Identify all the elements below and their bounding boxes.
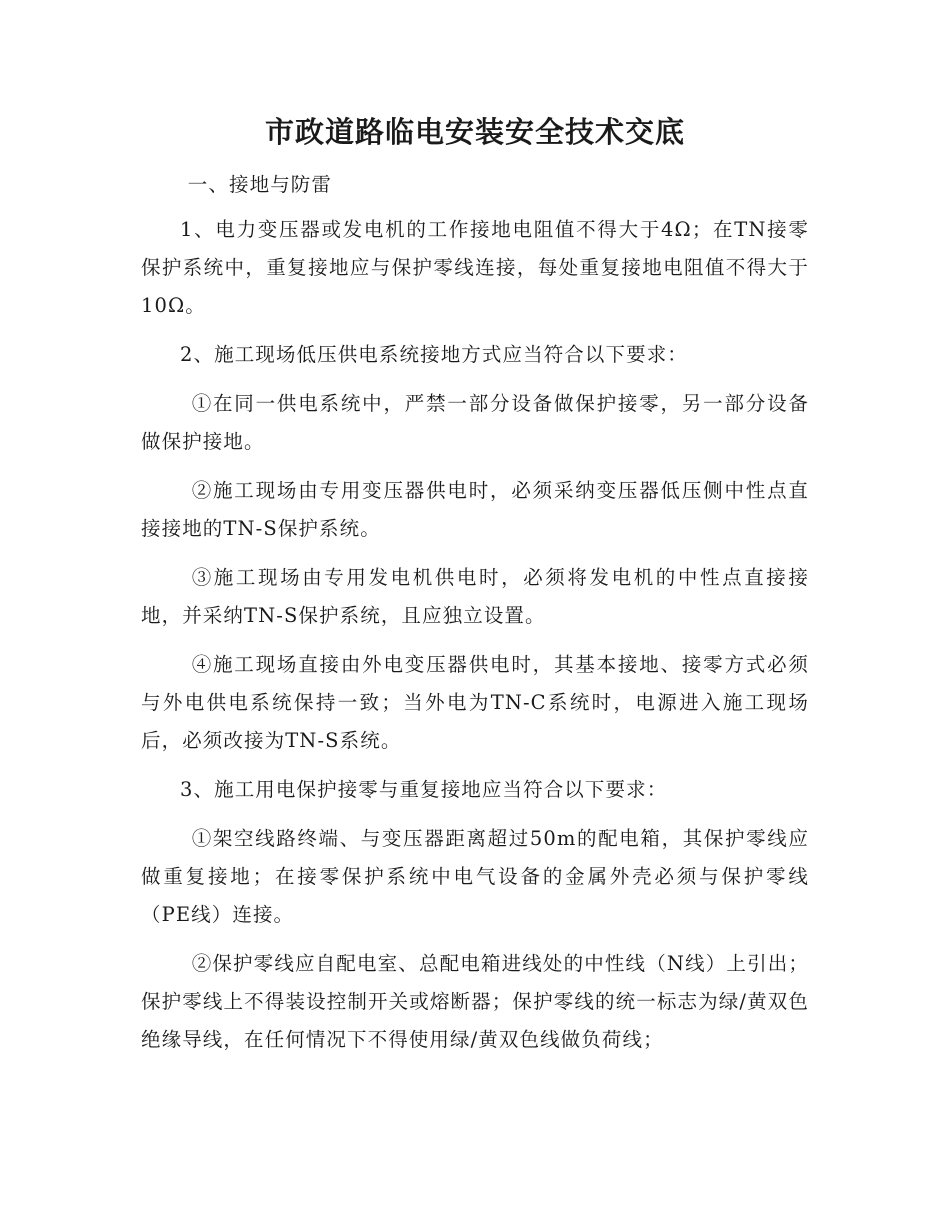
- paragraph-2-item-1: ①在同一供电系统中，严禁一部分设备做保护接零，另一部分设备做保护接地。: [141, 392, 809, 453]
- section-heading: 一、接地与防雷: [187, 173, 332, 196]
- paragraph-2-item-3: ③施工现场由专用发电机供电时，必须将发电机的中性点直接接地，并采纳TN-S保护系统，且应独立设置。: [141, 566, 809, 627]
- document-title: 市政道路临电安装安全技术交底: [264, 115, 685, 149]
- document-body: [141, 170, 809, 1070]
- paragraph-1: 1、电力变压器或发电机的工作接地电阻值不得大于4Ω；在TN接零保护系统中，重复接地应与保护零线连接，每处重复接地电阻值不得大于10Ω。: [141, 218, 809, 317]
- paragraph-2-item-2: ②施工现场由专用变压器供电时，必须采纳变压器低压侧中性点直接接地的TN-S保护系统。: [141, 479, 809, 540]
- paragraph-3: 3、施工用电保护接零与重复接地应当符合以下要求：: [180, 778, 668, 801]
- paragraph-3-item-1: ①架空线路终端、与变压器距离超过50m的配电箱，其保护零线应做重复接地；在接零保护系统中电气设备的金属外壳必须与保护零线（PE线）连接。: [141, 827, 809, 926]
- paragraph-2: 2、施工现场低压供电系统接地方式应当符合以下要求：: [180, 343, 688, 366]
- paragraph-2-item-4: ④施工现场直接由外电变压器供电时，其基本接地、接零方式必须与外电供电系统保持一致；当外电为TN-C系统时，电源进入施工现场后，必须改接为TN-S系统。: [141, 653, 809, 752]
- paragraph-3-item-2: ②保护零线应自配电室、总配电箱进线处的中性线（N线）上引出；保护零线上不得装设控制开关或熔断器；保护零线的统一标志为绿/黄双色绝缘导线，在任何情况下不得使用绿/黄双色线做负荷线；: [141, 952, 809, 1051]
